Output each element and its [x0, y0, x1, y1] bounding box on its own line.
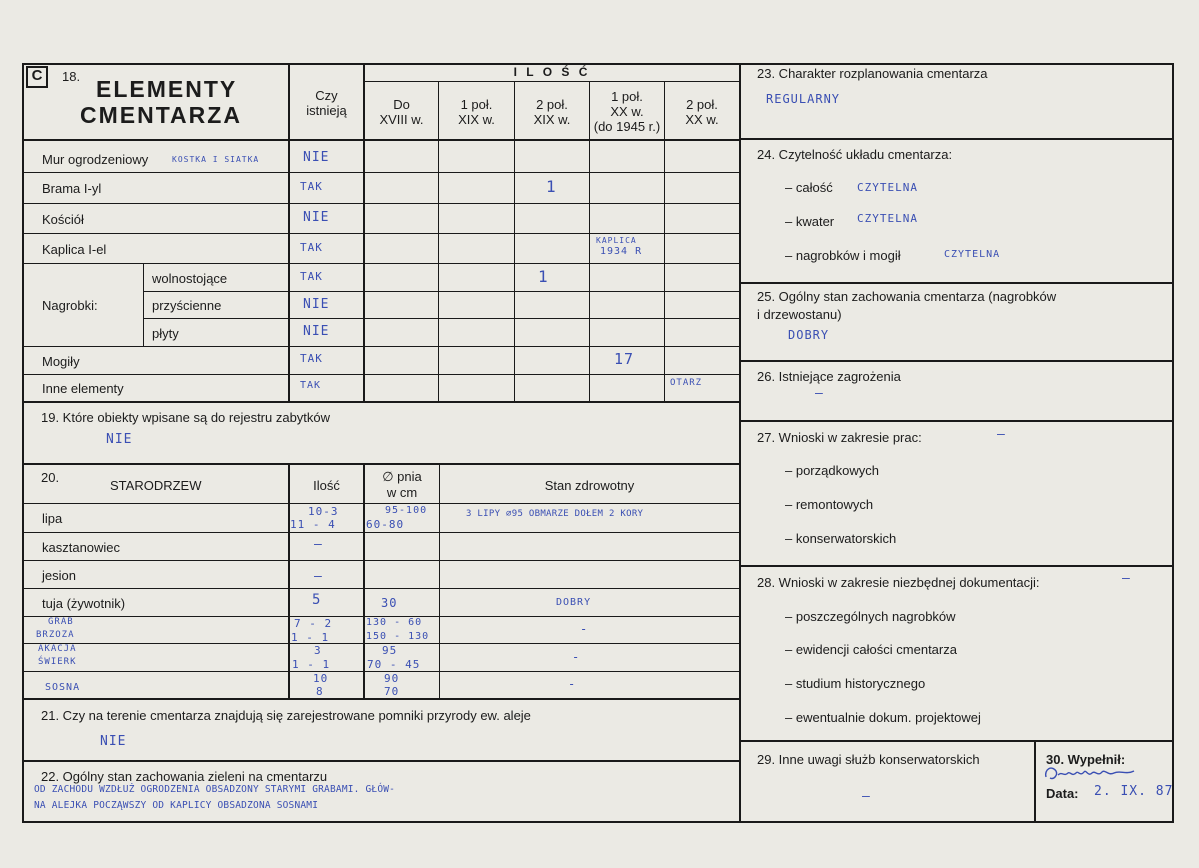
s27-label: 27. Wnioski w zakresie prac:	[757, 430, 922, 445]
col-exists-l2: istnieją	[306, 103, 347, 118]
s30-label: 30. Wypełnił:	[1046, 752, 1126, 767]
s21-value: NIE	[100, 734, 127, 749]
tree-tuja-health: DOBRY	[556, 597, 592, 608]
tree-tuja-q: 5	[312, 592, 322, 608]
signature-mark	[1042, 763, 1138, 785]
s27-value: —	[997, 427, 1006, 442]
tree-tuja-d: 30	[381, 596, 398, 610]
tree-akacja-q2: 1 - 1	[292, 658, 331, 671]
row-wolno-label: wolnostojące	[152, 271, 228, 286]
row-brama-c3: 1	[546, 177, 557, 196]
tree-sosna-d2: 70	[384, 685, 400, 698]
col-header-3-l2: XIX w.	[533, 112, 571, 127]
row-mur-exists: NIE	[303, 150, 330, 165]
s20-col-diam-1: ∅ pnia	[382, 469, 422, 484]
s20-col-qty: Ilość	[313, 478, 340, 493]
row-kaplica-c4b: 1934 R	[600, 246, 643, 257]
s24-nagrobkow-value: CZYTELNA	[944, 249, 1001, 260]
s20-number: 20.	[41, 470, 60, 485]
tree-grab-q1: 7 - 2	[294, 617, 333, 630]
col-exists-l1: Czy	[315, 88, 338, 103]
row-mogily-exists: TAK	[300, 352, 323, 365]
tree-lipa-label: lipa	[42, 511, 63, 526]
row-mogily-label: Mogiły	[42, 354, 80, 369]
s30-date-value: 2. IX. 87	[1094, 784, 1174, 799]
row-inne-label: Inne elementy	[42, 381, 124, 396]
s22-line-1: OD ZACHODU WZDŁUŻ OGRODZENIA OBSADZONY STARYMI GRABAMI. GŁÓW-	[34, 784, 396, 795]
tree-grab-q2: 1 - 1	[291, 631, 330, 644]
col-header-1-l2: XVIII w.	[379, 112, 424, 127]
s20-title: STARODRZEW	[110, 478, 202, 493]
title-line-1: ELEMENTY	[96, 76, 238, 102]
s24-calosc: – całość	[785, 180, 833, 195]
s25-label-1: 25. Ogólny stan zachowania cmentarza (nagrobków	[757, 289, 1057, 304]
s23-label: 23. Charakter rozplanowania cmentarza	[757, 66, 988, 81]
row-kosciol-label: Kościół	[42, 212, 84, 227]
s19-value: NIE	[106, 432, 133, 447]
s30-date-label: Data:	[1046, 786, 1079, 801]
s28-item-3: – studium historycznego	[785, 676, 926, 691]
tree-sosna-label: SOSNA	[45, 682, 81, 693]
s23-value: REGULARNY	[766, 92, 841, 106]
s26-value: —	[815, 386, 824, 401]
tree-tuja-label: tuja (żywotnik)	[42, 596, 126, 611]
row-inne-exists: TAK	[300, 380, 322, 391]
col-header-2-l2: XIX w.	[458, 112, 495, 127]
tree-lipa-q2: 11 - 4	[290, 518, 336, 531]
col-header-2-l1: 1 poł.	[460, 97, 493, 112]
tree-sosna-health: -	[568, 677, 577, 691]
tree-grab-label-1: GRAB	[48, 617, 74, 627]
s28-label: 28. Wnioski w zakresie niezbędnej dokumentacji:	[757, 575, 1040, 590]
row-kaplica-c4a: KAPLICA	[596, 236, 637, 245]
tree-sosna-q2: 8	[316, 685, 324, 698]
s24-kwater-value: CZYTELNA	[857, 212, 918, 225]
row-mogily-c4: 17	[614, 350, 635, 368]
row-wolno-c3: 1	[538, 267, 549, 286]
row-mur-note: KOSTKA I SIATKA	[172, 155, 260, 164]
s24-nagrobkow: – nagrobków i mogił	[785, 248, 901, 263]
s27-item-1: – porządkowych	[785, 463, 879, 478]
s21-label: 21. Czy na terenie cmentarza znajdują się zarejestrowane pomniki przyrody ew. aleje	[41, 708, 531, 723]
s24-calosc-value: CZYTELNA	[857, 181, 918, 194]
tree-jesion-q: —	[314, 569, 323, 584]
row-przysc-exists: NIE	[303, 297, 330, 312]
tree-grab-health: -	[580, 622, 589, 636]
section-18-number: 18.	[62, 69, 81, 84]
row-kosciol-exists: NIE	[303, 210, 330, 225]
tree-akacja-d1: 95	[382, 644, 398, 657]
col-header-5-l1: 2 poł.	[686, 97, 718, 112]
col-header-4-l3: (do 1945 r.)	[593, 119, 661, 134]
tree-sosna-q1: 10	[313, 672, 329, 685]
col-header-4-l2: XX w.	[610, 104, 644, 119]
row-wolno-exists: TAK	[300, 270, 323, 283]
row-inne-c5: OTARZ	[670, 378, 703, 388]
s22-label: 22. Ogólny stan zachowania zieleni na cmentarzu	[41, 769, 328, 784]
tree-grab-d2: 150 - 130	[366, 631, 430, 642]
s24-label: 24. Czytelność układu cmentarza:	[757, 147, 953, 162]
tree-akacja-label-2: ŚWIERK	[38, 657, 77, 667]
s28-value: —	[1122, 571, 1131, 586]
tree-akacja-d2: 70 - 45	[367, 658, 421, 671]
s25-label-2: i drzewostanu)	[757, 307, 842, 322]
s29-label: 29. Inne uwagi służb konserwatorskich	[757, 752, 980, 767]
tree-akacja-label-1: AKACJA	[38, 644, 77, 654]
row-plyty-label: płyty	[152, 326, 179, 341]
tree-akacja-q1: 3	[314, 644, 322, 657]
s28-item-4: – ewentualnie dokum. projektowej	[785, 710, 981, 725]
row-mur-label: Mur ogrodzeniowy	[42, 152, 149, 167]
col-header-3-l1: 2 poł.	[536, 97, 568, 112]
s22-line-2: NA ALEJKA POCZĄWSZY OD KAPLICY OBSADZONA SOSNAMI	[34, 800, 319, 811]
s25-value: DOBRY	[788, 328, 830, 342]
row-brama-label: Brama I-yl	[42, 181, 102, 196]
tree-jesion-label: jesion	[42, 568, 76, 583]
row-kaplica-label: Kaplica I-el	[42, 242, 107, 257]
s20-col-health: Stan zdrowotny	[544, 478, 635, 493]
row-przysc-label: przyścienne	[152, 298, 222, 313]
title-line-2: CMENTARZA	[80, 102, 242, 128]
row-plyty-exists: NIE	[303, 324, 330, 339]
tree-lipa-d2: 60-80	[366, 518, 405, 531]
s26-label: 26. Istniejące zagrożenia	[757, 369, 901, 384]
tree-akacja-health: -	[572, 650, 581, 664]
s29-value: —	[862, 789, 871, 804]
s24-kwater: – kwater	[785, 214, 835, 229]
tree-lipa-d1: 95-100	[385, 505, 428, 516]
s28-item-2: – ewidencji całości cmentarza	[785, 642, 957, 657]
col-header-4-l1: 1 poł.	[611, 89, 643, 104]
tree-lipa-health: 3 LIPY ∅95 OBMARZE DOŁEM 2 KORY	[466, 509, 644, 519]
row-kaplica-exists: TAK	[300, 241, 323, 254]
section-letter: C	[31, 67, 43, 84]
s20-col-diam-2: w cm	[386, 485, 418, 500]
tree-lipa-q1: 10-3	[308, 505, 339, 518]
col-group-ilosc: I L O Ś Ć	[513, 65, 591, 79]
tree-grab-d1: 130 - 60	[366, 617, 423, 628]
tree-grab-label-2: BRZOZA	[36, 630, 75, 640]
col-header-5-l2: XX w.	[685, 112, 719, 127]
tree-kasztan-q: —	[314, 537, 323, 552]
s28-item-1: – poszczególnych nagrobków	[785, 609, 956, 624]
s27-item-2: – remontowych	[785, 497, 874, 512]
s19-label: 19. Które obiekty wpisane są do rejestru zabytków	[41, 410, 331, 425]
tree-kasztan-label: kasztanowiec	[42, 540, 121, 555]
s27-item-3: – konserwatorskich	[785, 531, 897, 546]
row-brama-exists: TAK	[300, 180, 323, 193]
row-nagrobki-label: Nagrobki:	[42, 298, 98, 313]
col-header-1-l1: Do	[393, 97, 410, 112]
tree-sosna-d1: 90	[384, 672, 400, 685]
